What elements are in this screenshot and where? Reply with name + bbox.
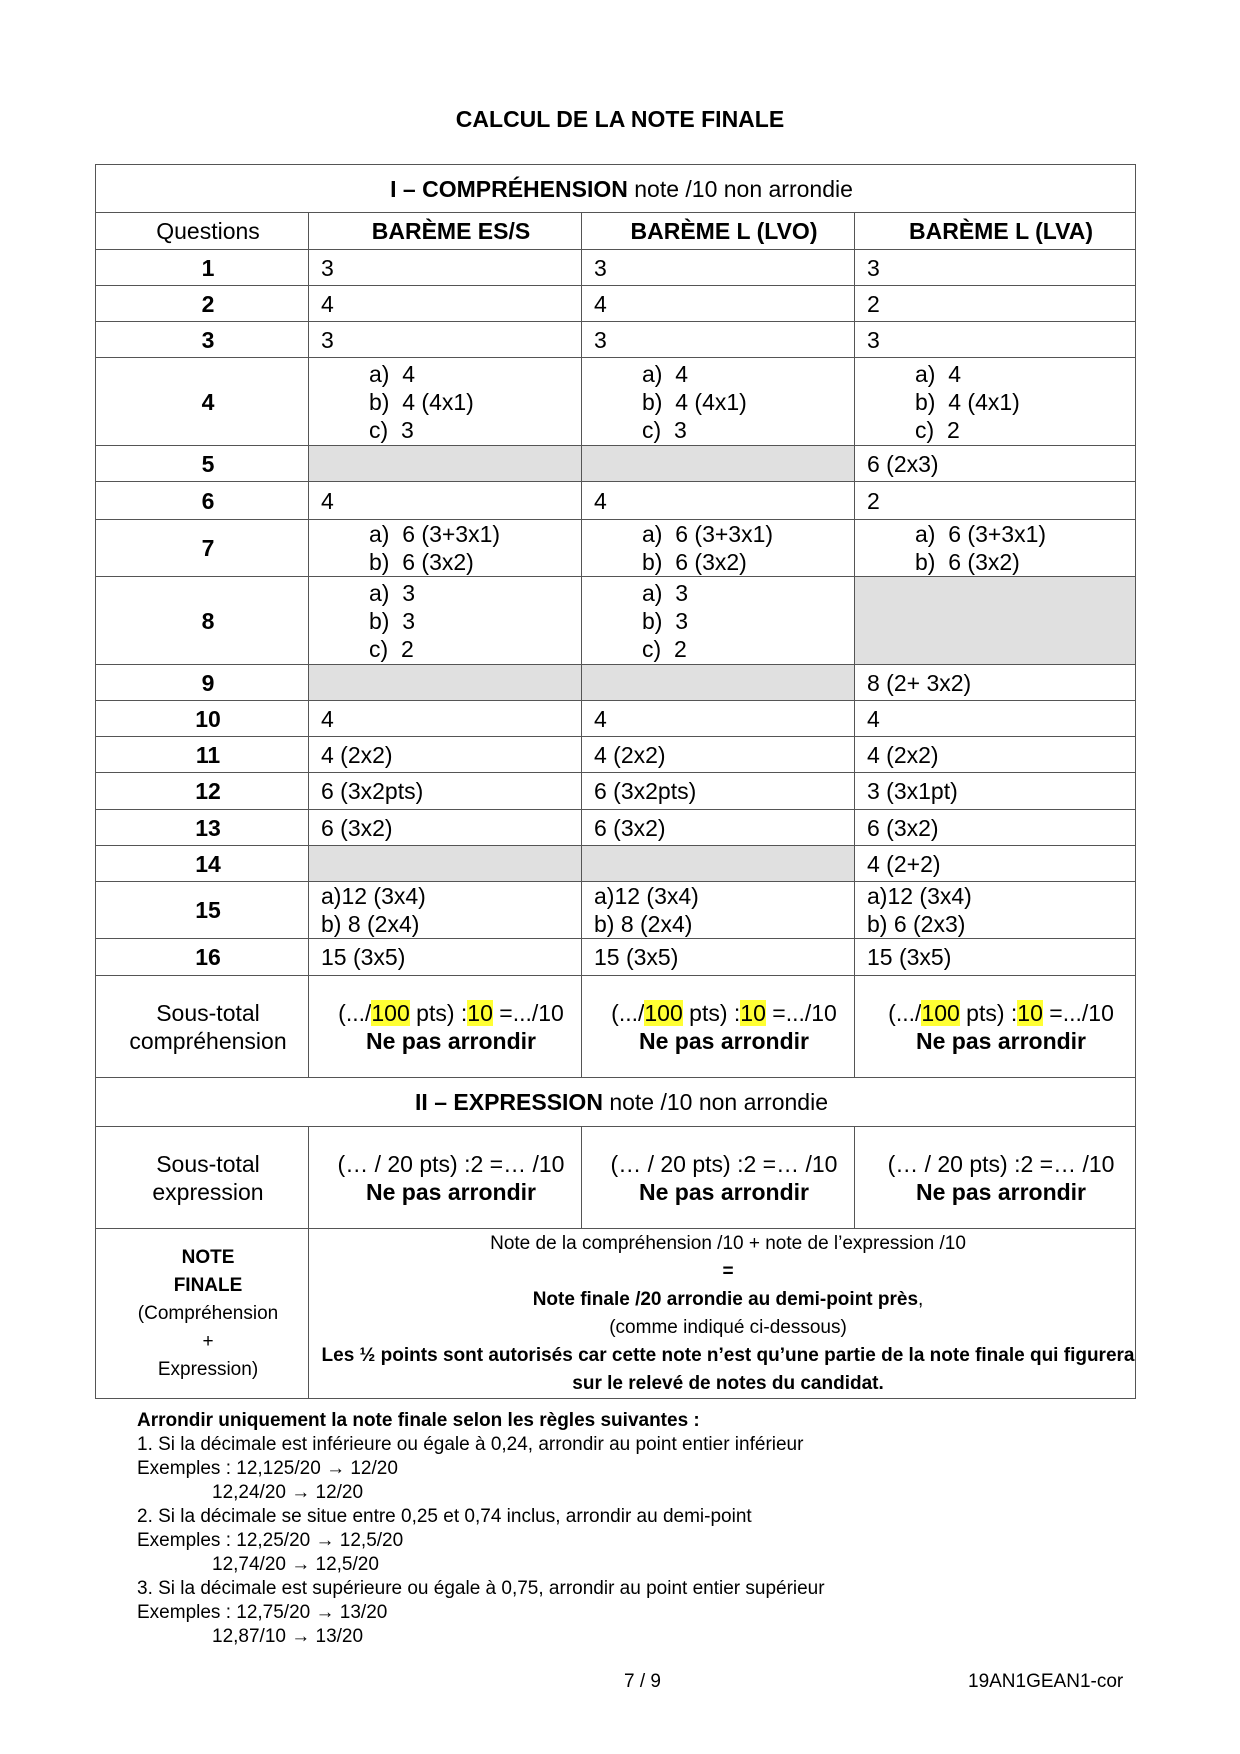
score-es: [309, 577, 582, 665]
question-number: 2: [96, 286, 309, 322]
col-header-lva: BARÈME L (LVA): [855, 213, 1136, 250]
question-number: 1: [96, 250, 309, 286]
subtotal-comp-label: Sous-total compréhension: [96, 976, 309, 1078]
score-lvo: 3: [582, 322, 855, 358]
score-lva: [855, 520, 1136, 577]
subtotal-expr-lva: (… / 20 pts) :2 =… /10 Ne pas arrondir: [855, 1127, 1136, 1229]
score-lva: [855, 882, 1136, 939]
score-lva: [855, 358, 1136, 446]
question-number: 12: [96, 773, 309, 810]
question-row: [96, 358, 1136, 446]
page-title: CALCUL DE LA NOTE FINALE: [455, 106, 785, 132]
score-lvo-empty: [582, 446, 855, 482]
score-line: a) 3: [642, 579, 689, 606]
score-line: b) 8 (2x4): [594, 911, 693, 937]
subtotal-comprehension-row: [96, 976, 1136, 1078]
score-line: b) 6 (3x2): [642, 549, 747, 575]
question-row: [96, 446, 1136, 482]
col-header-es-s: BARÈME ES/S: [309, 213, 582, 250]
score-es: 6 (3x2pts): [309, 773, 582, 810]
score-lvo: 4: [582, 286, 855, 322]
question-row: [96, 577, 1136, 665]
score-lva: 6 (2x3): [855, 446, 1136, 482]
score-lva: 8 (2+ 3x2): [855, 665, 1136, 701]
score-es-empty: [309, 446, 582, 482]
question-number: 8: [96, 577, 309, 665]
rule-1-example-1: Exemples : 12,125/20 → 12/20: [137, 1458, 398, 1479]
section2-heading: II – EXPRESSION note /10 non arrondie: [96, 1078, 1136, 1127]
question-row: [96, 882, 1136, 939]
section1-header-row: [96, 165, 1136, 213]
rule-3-example-2: 12,87/10 → 13/20: [212, 1626, 364, 1647]
question-number: 14: [96, 846, 309, 882]
score-line: b) 6 (2x3): [867, 911, 966, 937]
score-line: a) 4: [369, 360, 416, 387]
question-row: [96, 250, 1136, 286]
question-number: 7: [96, 520, 309, 577]
score-line: a) 6 (3+3x1): [369, 521, 501, 547]
question-row: [96, 939, 1136, 976]
document-code: 19AN1GEAN1-cor: [968, 1671, 1124, 1692]
score-lva: 2: [855, 286, 1136, 322]
question-number: 15: [96, 882, 309, 939]
score-lvo: [582, 882, 855, 939]
score-line: c) 3: [642, 416, 687, 443]
grading-table: [95, 164, 1136, 1399]
score-es: [309, 882, 582, 939]
score-line: b) 3: [642, 607, 689, 634]
question-number: 16: [96, 939, 309, 976]
score-es: 6 (3x2): [309, 810, 582, 846]
question-number: 4: [96, 358, 309, 446]
score-lvo: [582, 358, 855, 446]
section2-header-row: [96, 1078, 1136, 1127]
score-line: b) 3: [369, 607, 416, 634]
question-row: [96, 322, 1136, 358]
score-lvo-empty: [582, 665, 855, 701]
rule-2: 2. Si la décimale se situe entre 0,25 et 0,74 inclus, arrondir au demi-point: [137, 1506, 752, 1527]
score-es: 3: [309, 322, 582, 358]
subtotal-comp-lva: (.../100 pts) :10 =.../10 Ne pas arrondir: [855, 976, 1136, 1078]
final-note-formula: Note de la compréhension /10 + note de l’expression /10 = Note finale /20 arrondie au demi-point près, (comme indiqué ci-dessous) Les ½ points sont autorisés car cette note n’est qu’une partie de la note finale qui figurera sur le relevé de notes du candidat.: [309, 1229, 1136, 1399]
final-note-label: NOTE FINALE (Compréhension + Expression): [96, 1229, 309, 1399]
question-row: [96, 286, 1136, 322]
question-row: [96, 482, 1136, 520]
score-lva: 3 (3x1pt): [855, 773, 1136, 810]
score-es: 4: [309, 482, 582, 520]
score-lva: 4: [855, 701, 1136, 737]
subtotal-comp-lvo: (.../100 pts) :10 =.../10 Ne pas arrondir: [582, 976, 855, 1078]
column-header-row: [96, 213, 1136, 250]
score-line: c) 3: [369, 416, 414, 443]
score-line: c) 2: [642, 635, 687, 662]
final-note-row: [96, 1229, 1136, 1399]
subtotal-expr-lvo: (… / 20 pts) :2 =… /10 Ne pas arrondir: [582, 1127, 855, 1229]
question-row: [96, 737, 1136, 773]
score-es: 4: [309, 701, 582, 737]
question-number: 6: [96, 482, 309, 520]
question-row: [96, 773, 1136, 810]
subtotal-expr-label: Sous-total expression: [96, 1127, 309, 1229]
rule-3-example-1: Exemples : 12,75/20 → 13/20: [137, 1602, 388, 1623]
score-lva: 3: [855, 250, 1136, 286]
score-lva-empty: [855, 577, 1136, 665]
question-row: [96, 810, 1136, 846]
rule-3: 3. Si la décimale est supérieure ou égale à 0,75, arrondir au point entier supérieur: [137, 1578, 825, 1599]
col-header-lvo: BARÈME L (LVO): [582, 213, 855, 250]
score-line: b) 4 (4x1): [642, 388, 747, 415]
score-line: a) 6 (3+3x1): [642, 521, 774, 547]
rule-2-example-2: 12,74/20 → 12,5/20: [212, 1554, 379, 1575]
score-line: b) 4 (4x1): [915, 388, 1020, 415]
score-lva: 2: [855, 482, 1136, 520]
score-es: [309, 520, 582, 577]
score-es: [309, 358, 582, 446]
question-number: 3: [96, 322, 309, 358]
score-line: a)12 (3x4): [594, 883, 699, 909]
score-es: 15 (3x5): [309, 939, 582, 976]
rule-1: 1. Si la décimale est inférieure ou égale à 0,24, arrondir au point entier inférieur: [137, 1434, 804, 1455]
score-es: 4 (2x2): [309, 737, 582, 773]
score-line: c) 2: [369, 635, 414, 662]
score-lvo: 4: [582, 482, 855, 520]
page-number: 7 / 9: [624, 1671, 661, 1692]
subtotal-expr-es: (… / 20 pts) :2 =… /10 Ne pas arrondir: [309, 1127, 582, 1229]
score-lva: 4 (2x2): [855, 737, 1136, 773]
rules-heading: Arrondir uniquement la note finale selon les règles suivantes :: [137, 1410, 700, 1431]
score-line: b) 6 (3x2): [369, 549, 474, 575]
question-number: 5: [96, 446, 309, 482]
question-number: 10: [96, 701, 309, 737]
question-row: [96, 520, 1136, 577]
question-number: 9: [96, 665, 309, 701]
score-es: 4: [309, 286, 582, 322]
score-lva: 4 (2+2): [855, 846, 1136, 882]
score-lvo: [582, 520, 855, 577]
score-lvo: 15 (3x5): [582, 939, 855, 976]
score-line: a) 3: [369, 579, 416, 606]
section1-heading: I – COMPRÉHENSION note /10 non arrondie: [96, 165, 1136, 213]
score-line: a)12 (3x4): [321, 883, 426, 909]
score-line: b) 8 (2x4): [321, 911, 420, 937]
score-lva: 15 (3x5): [855, 939, 1136, 976]
score-lvo-empty: [582, 846, 855, 882]
score-es-empty: [309, 846, 582, 882]
score-lvo: 4 (2x2): [582, 737, 855, 773]
subtotal-comp-es: (.../100 pts) :10 =.../10 Ne pas arrondir: [309, 976, 582, 1078]
score-line: a) 6 (3+3x1): [915, 521, 1047, 547]
question-row: [96, 846, 1136, 882]
rule-2-example-1: Exemples : 12,25/20 → 12,5/20: [137, 1530, 404, 1551]
score-lvo: [582, 577, 855, 665]
score-line: a) 4: [915, 360, 962, 387]
score-line: b) 6 (3x2): [915, 549, 1020, 575]
score-lvo: 6 (3x2pts): [582, 773, 855, 810]
rounding-rules: [137, 1409, 1137, 1649]
score-es: 3: [309, 250, 582, 286]
question-row: [96, 701, 1136, 737]
score-line: b) 4 (4x1): [369, 388, 474, 415]
score-lvo: 3: [582, 250, 855, 286]
score-es-empty: [309, 665, 582, 701]
score-line: a)12 (3x4): [867, 883, 972, 909]
score-lvo: 4: [582, 701, 855, 737]
question-row: [96, 665, 1136, 701]
question-number: 11: [96, 737, 309, 773]
col-header-questions: Questions: [96, 213, 309, 250]
subtotal-expression-row: [96, 1127, 1136, 1229]
question-number: 13: [96, 810, 309, 846]
score-lvo: 6 (3x2): [582, 810, 855, 846]
score-lva: 3: [855, 322, 1136, 358]
score-line: a) 4: [642, 360, 689, 387]
score-line: c) 2: [915, 416, 960, 443]
score-lva: 6 (3x2): [855, 810, 1136, 846]
rule-1-example-2: 12,24/20 → 12/20: [212, 1482, 364, 1503]
